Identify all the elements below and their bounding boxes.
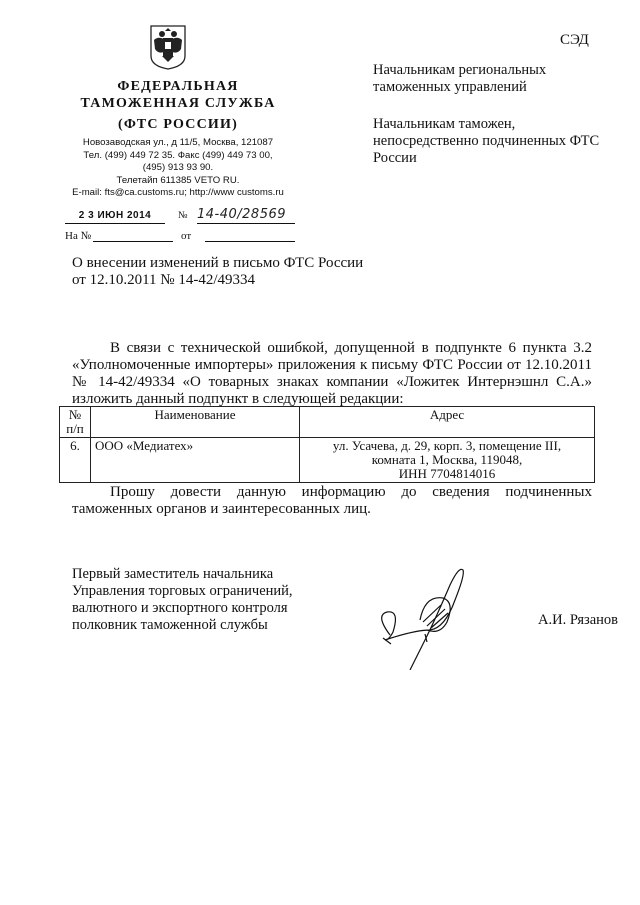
registration-number-label: № (178, 210, 188, 221)
org-contacts (60, 137, 296, 200)
header-name: Наименование (91, 407, 300, 438)
address-line: ИНН 7704814016 (398, 466, 496, 481)
addressee-regional: Начальникам региональных таможенных управлений (373, 62, 547, 95)
sed-stamp: СЭД (560, 32, 589, 48)
table-row (60, 438, 595, 483)
addressee-customs: Начальникам таможен, непосредственно подчиненных ФТС России (373, 116, 600, 166)
header-number: № п/п (60, 407, 91, 438)
contact-teletype: Телетайп 611385 VETO RU. (116, 174, 240, 186)
reference-date-label: от (181, 230, 192, 242)
signer-name: А.И. Рязанов (538, 612, 619, 628)
registration-date-stamp: 2 3 ИЮН 2014 (65, 210, 165, 224)
handwritten-signature-icon (355, 560, 505, 670)
body-paragraph-2: Прошу довести данную информацию до сведения подчиненных таможенных органов и заинтересованных лиц. (72, 484, 592, 517)
coat-of-arms-icon (148, 24, 188, 70)
body-paragraph-1: В связи с технической ошибкой, допущенной в подпункте 6 пункта 3.2 «Уполномоченные импортеры» приложения к письму ФТС России от 12.10.2011 № 14-42/49334 «О товарных знаках компании «Ложитек Интернэшнл С.А.» изложить данный подпункт в следующей редакции: (72, 340, 592, 407)
address-line: ул. Усачева, д. 29, корп. 3, помещение III, (332, 438, 562, 453)
contact-phone: Тел. (499) 449 72 35. Факс (499) 449 73 00, (83, 149, 273, 161)
org-name-line3: (ФТС РОССИИ) (118, 117, 238, 132)
reference-number-label: На № (65, 230, 92, 242)
cell-number: 6. (60, 438, 91, 483)
registration-number: 14-40/28569 (197, 207, 295, 224)
importer-table (59, 406, 595, 483)
contact-email: E-mail: fts@ca.customs.ru; http://www customs.ru (72, 187, 284, 199)
reference-date-blank (205, 241, 295, 242)
table-header-row (60, 407, 595, 438)
cell-address (300, 438, 595, 483)
contact-address: Новозаводская ул., д 11/5, Москва, 121087 (82, 137, 274, 148)
signatory-title-line: валютного и экспортного контроля (72, 600, 288, 616)
reference-number-blank (93, 241, 173, 242)
address-line: комната 1, Москва, 119048, (371, 452, 523, 467)
signatory-title-line: Первый заместитель начальника (72, 566, 274, 582)
signatory-title-line: полковник таможенной службы (72, 617, 268, 633)
signatory-title-line: Управления торговых ограничений, (72, 583, 293, 599)
contact-phone2: (495) 913 93 90. (142, 162, 214, 174)
org-name-line1: ФЕДЕРАЛЬНАЯ (117, 79, 239, 94)
letter-subject: О внесении изменений в письмо ФТС России от 12.10.2011 № 14-42/49334 (72, 255, 364, 288)
signatory-title (72, 566, 293, 634)
cell-name: ООО «Медиатех» (91, 438, 300, 483)
org-name-line2: ТАМОЖЕННАЯ СЛУЖБА (80, 96, 276, 111)
header-address: Адрес (300, 407, 595, 438)
